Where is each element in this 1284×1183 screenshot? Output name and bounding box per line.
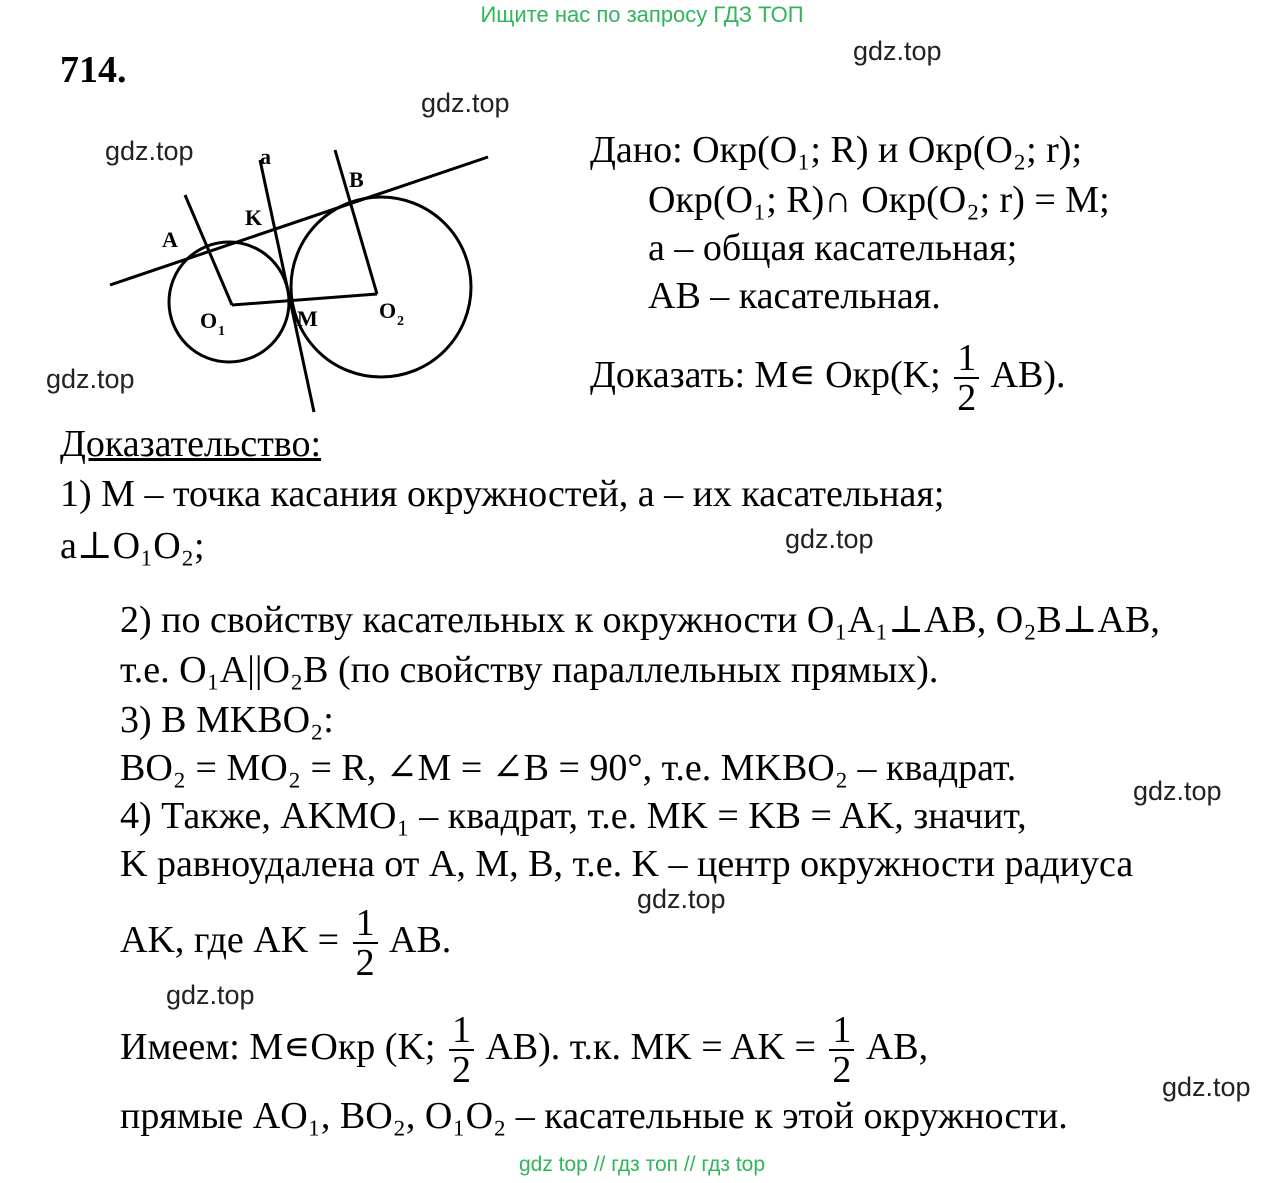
label-o2-sub: 2 (397, 314, 404, 329)
label-m: M (297, 306, 318, 331)
segment-o1a (185, 195, 232, 305)
proof-line-3: 2) по свойству касательных к окружности O₁A₁⊥AB, O₂B⊥AB, (120, 599, 1160, 641)
search-hint: Ищите нас по запросу ГДЗ ТОП (480, 2, 804, 27)
label-b: B (349, 167, 364, 192)
proof-line-6: BO₂ = MO₂ = R, ∠M = ∠B = 90°, т.е. MKBO₂ – квадрат. (120, 747, 1017, 789)
fraction-half: $\frac{1}{2}$ (449, 1011, 474, 1089)
footer-links: gdz top // гдз топ // гдз top (518, 1153, 766, 1176)
label-k: K (245, 205, 263, 230)
given-line-4: AB – касательная. (648, 275, 941, 317)
tangent-a (260, 160, 314, 412)
proof-line-7: 4) Также, AKMO₁ – квадрат, т.е. MK = KB = AK, значит, (120, 795, 1027, 837)
proof-line-10: Имеем: M∊Окр (K; $\frac{1}{2}$ AB). т.к. MK = AK = $\frac{1}{2}$ AB, (120, 1009, 929, 1092)
proof-line-11: прямые AO₁, BO₂, O₁O₂ – касательные к этой окружности. (120, 1095, 1068, 1137)
proof-line-4: т.е. O₁A||O₂B (по свойству параллельных прямых). (120, 649, 939, 691)
given-line-3: a – общая касательная; (648, 227, 1018, 269)
prove-statement (590, 335, 1066, 420)
watermark: gdz.top (853, 36, 942, 66)
segment-o1o2 (232, 294, 377, 305)
tangent-ab (110, 157, 488, 285)
watermark: gdz.top (785, 524, 874, 554)
watermark: gdz.top (637, 884, 726, 914)
watermark: gdz.top (1162, 1072, 1251, 1102)
label-a-point: A (162, 227, 178, 252)
proof-line-2: a⊥O₁O₂; (60, 525, 205, 567)
label-o1-sub: 1 (218, 324, 225, 339)
given-line-1: Дано: Окр(O₁; R) и Окр(O₂; r); (590, 129, 1082, 171)
proof-heading: Доказательство: (60, 423, 322, 465)
circle-o2 (291, 197, 471, 377)
proof-line-8: K равноудалена от A, M, B, т.е. K – центр окружности радиуса (120, 843, 1134, 885)
watermark: gdz.top (105, 136, 194, 166)
given-line-2: Окр(O₁; R)∩ Окр(O₂; r) = M; (648, 179, 1110, 221)
proof-line-9: AK, где AK = $\frac{1}{2}$ AB. (120, 902, 452, 985)
label-o1: O (200, 308, 218, 333)
watermark: gdz.top (166, 980, 255, 1010)
geometry-figure (0, 0, 560, 430)
proof-line-5: 3) В MKBO₂: (120, 699, 334, 741)
prove-suffix: AB). (990, 354, 1066, 396)
fraction-half: $\frac{1}{2}$ (353, 904, 378, 982)
prove-prefix: Доказать: M∊ Окр(K; (590, 354, 941, 396)
watermark: gdz.top (1133, 776, 1222, 806)
fraction-half: $\frac{1}{2}$ (954, 339, 979, 417)
label-o2: O (379, 298, 397, 323)
problem-number: 714. (60, 49, 127, 91)
watermark: gdz.top (421, 88, 510, 118)
proof-line-1: 1) M – точка касания окружностей, a – их касательная; (60, 473, 945, 515)
label-a: a (260, 144, 271, 169)
fraction-half: $\frac{1}{2}$ (829, 1011, 854, 1089)
watermark: gdz.top (46, 364, 135, 394)
